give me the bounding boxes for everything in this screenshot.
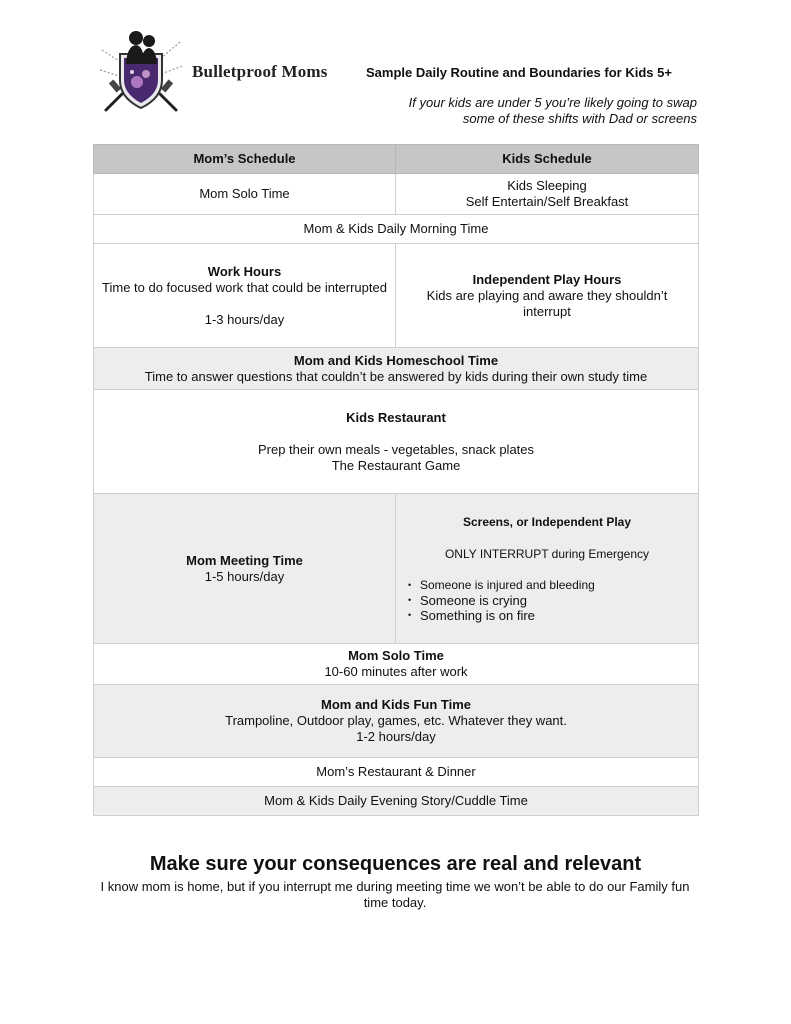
mom-meeting-hours: 1-5 hours/day xyxy=(204,568,285,584)
evening-story-cell: Mom & Kids Daily Evening Story/Cuddle Time xyxy=(94,787,699,816)
list-item: • Something is on fire xyxy=(408,608,690,623)
subtitle-line-1: If your kids are under 5 you’re likely going to swap xyxy=(408,95,697,110)
work-hours-title: Work Hours xyxy=(207,263,282,279)
homeschool-desc: Time to answer questions that couldn’t be answered by kids during their own study time xyxy=(144,368,648,384)
table-row xyxy=(94,215,699,244)
table-row xyxy=(94,174,699,215)
work-hours-cell xyxy=(94,244,396,348)
kids-sleeping-text: Kids Sleeping xyxy=(507,178,587,193)
fun-time-title: Mom and Kids Fun Time xyxy=(321,697,471,712)
subtitle-note xyxy=(337,95,697,127)
subtitle-line-2: some of these shifts with Dad or screens xyxy=(462,111,697,126)
bulletproof-moms-logo xyxy=(96,24,186,114)
emergency-list xyxy=(404,578,690,623)
self-entertain-text: Self Entertain/Self Breakfast xyxy=(465,194,629,209)
kids-restaurant-line-1: Prep their own meals - vegetables, snack plates xyxy=(257,441,535,457)
screens-title: Screens, or Independent Play xyxy=(462,515,632,529)
table-row xyxy=(94,348,699,390)
table-header-row xyxy=(94,145,699,174)
kids-restaurant-cell xyxy=(94,390,699,494)
daily-routine-table xyxy=(93,144,699,816)
fun-time-desc: Trampoline, Outdoor play, games, etc. Whatever they want. xyxy=(225,713,567,728)
table-row xyxy=(94,390,699,494)
table-row xyxy=(94,787,699,816)
mom-solo-after-work-cell xyxy=(94,644,699,685)
independent-play-title: Independent Play Hours xyxy=(472,271,622,287)
table-row xyxy=(94,244,699,348)
fun-time-cell xyxy=(94,685,699,758)
document-title: Sample Daily Routine and Boundaries for Kids 5+ xyxy=(366,65,672,80)
list-item: • Someone is crying xyxy=(408,593,690,608)
work-hours-desc: Time to do focused work that could be interrupted xyxy=(102,279,387,295)
list-item: • Someone is injured and bleeding xyxy=(408,578,690,593)
homeschool-cell xyxy=(94,348,699,390)
kids-restaurant-title: Kids Restaurant xyxy=(346,409,446,425)
interrupt-note: ONLY INTERRUPT during Emergency xyxy=(444,547,650,561)
fun-time-hours: 1-2 hours/day xyxy=(356,729,436,744)
column-header-kids: Kids Schedule xyxy=(396,145,699,174)
mom-solo-time-cell: Mom Solo Time xyxy=(94,174,396,215)
column-header-mom: Mom’s Schedule xyxy=(94,145,396,174)
table-row xyxy=(94,644,699,685)
mom-solo-after-work-desc: 10-60 minutes after work xyxy=(324,664,468,679)
mom-meeting-title: Mom Meeting Time xyxy=(186,552,303,568)
dinner-cell: Mom’s Restaurant & Dinner xyxy=(94,758,699,787)
table-row xyxy=(94,494,699,644)
mom-meeting-cell xyxy=(94,494,396,644)
table-row xyxy=(94,758,699,787)
kids-sleeping-cell xyxy=(396,174,699,215)
screens-cell xyxy=(396,494,699,644)
brand-name: Bulletproof Moms xyxy=(192,62,328,81)
table-row xyxy=(94,685,699,758)
kids-restaurant-line-2: The Restaurant Game xyxy=(331,457,461,473)
independent-play-cell xyxy=(396,244,699,348)
homeschool-title: Mom and Kids Homeschool Time xyxy=(293,352,499,368)
consequences-text: I know mom is home, but if you interrupt me during meeting time we won’t be able to do our Family fun time today. xyxy=(100,879,690,910)
work-hours-duration: 1-3 hours/day xyxy=(204,311,285,327)
mom-solo-after-work-title: Mom Solo Time xyxy=(348,648,444,663)
consequences-heading: Make sure your consequences are real and relevant xyxy=(149,853,642,875)
morning-time-cell: Mom & Kids Daily Morning Time xyxy=(94,215,699,244)
independent-play-desc: Kids are playing and aware they shouldn’t interrupt xyxy=(426,287,668,319)
